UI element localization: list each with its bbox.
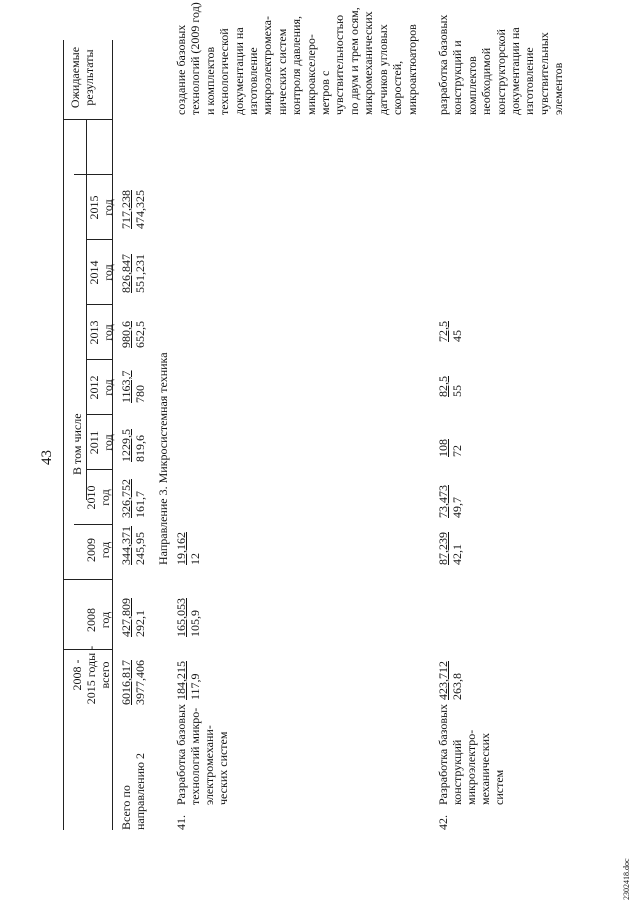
row-41-total: 184,215 117,9 bbox=[174, 661, 202, 700]
header-2008: 2008 год bbox=[84, 608, 112, 632]
summary-2014: 826,847 551,231 bbox=[119, 254, 147, 293]
header-in-number: В том числе bbox=[70, 413, 84, 475]
row-42-result: разработка базовых конструкций и комплектов необходимой конструкторской документации на изготовление чувствительных элементов bbox=[436, 14, 566, 115]
header-2012: 2012 год bbox=[87, 375, 115, 400]
summary-2009: 344,371 245,95 bbox=[119, 526, 147, 565]
summary-2013: 980,6 652,5 bbox=[119, 321, 147, 348]
row-41-2008: 165,053 105,9 bbox=[174, 598, 202, 637]
summary-total: 6016,817 3977,406 bbox=[119, 660, 147, 705]
summary-2012: 1163,7 780 bbox=[119, 370, 147, 403]
summary-2010: 326,752 161,7 bbox=[119, 479, 147, 518]
summary-2015: 717,238 474,325 bbox=[119, 190, 147, 229]
summary-2008: 427,809 292,1 bbox=[119, 598, 147, 637]
footer-document-id: 2302418.doc bbox=[622, 858, 631, 900]
row-42-label: Разработка базовых конструкций микроэлектро- механических систем bbox=[436, 703, 506, 805]
header-2009: 2009 год bbox=[84, 538, 112, 562]
summary-2011: 1229,5 819,6 bbox=[119, 429, 147, 462]
page-number: 43 bbox=[39, 450, 55, 465]
row-41-number: 41. bbox=[174, 815, 188, 830]
row-42-2011: 108 72 bbox=[436, 439, 464, 457]
row-42-2012: 82,5 55 bbox=[436, 376, 464, 397]
row-42-2009: 87,239 42,1 bbox=[436, 532, 464, 565]
row-41-result: создание базовых технологий (2009 год) и комплектов технологической документации на изготовление микроэлектромеха- нических систем контроля давления, микроакселеро- метров с чувствительностью по двум и трем осям, микромеханических датчиков угловых скоростей, микроактюаторов bbox=[174, 2, 419, 115]
header-top-rule bbox=[63, 40, 64, 830]
section-title: Направление 3. Микросистемная техника bbox=[156, 352, 170, 565]
row-42-total: 423,712 263,8 bbox=[436, 661, 464, 700]
header-2014: 2014 год bbox=[87, 260, 115, 285]
header-2015: 2015 год bbox=[87, 195, 115, 220]
row-42-2013: 72,5 45 bbox=[436, 321, 464, 342]
row-42-2010: 73,473 49,7 bbox=[436, 485, 464, 518]
header-2010: 2010 год bbox=[84, 485, 112, 510]
row-42-number: 42. bbox=[436, 815, 450, 830]
summary-row-label: Всего по направлению 2 bbox=[119, 753, 147, 830]
row-41-label: Разработка базовых технологий микро- электромехани- ческих систем bbox=[174, 703, 230, 805]
header-divider bbox=[63, 119, 112, 120]
header-2013: 2013 год bbox=[87, 320, 115, 345]
header-2011: 2011 год bbox=[87, 430, 115, 455]
header-expected-results: Ожидаемые результаты bbox=[68, 46, 96, 109]
row-41-2009: 19,162 12 bbox=[174, 532, 202, 565]
header-total: 2008 - 2015 годы - всего bbox=[70, 645, 112, 705]
